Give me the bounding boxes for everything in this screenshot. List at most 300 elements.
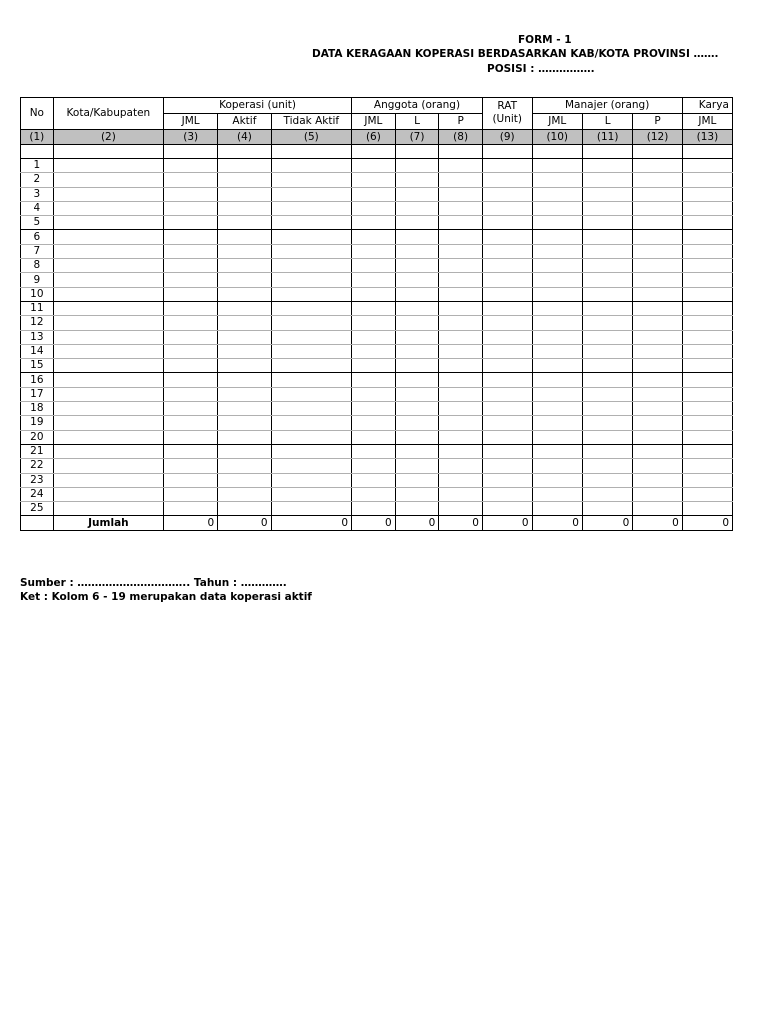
table-cell[interactable] [352, 301, 396, 315]
table-cell[interactable] [218, 487, 271, 501]
table-cell[interactable] [482, 387, 532, 401]
table-cell[interactable] [582, 459, 632, 473]
table-cell[interactable] [532, 273, 582, 287]
table-cell[interactable] [352, 502, 396, 516]
table-cell[interactable] [218, 373, 271, 387]
table-cell[interactable] [395, 301, 439, 315]
table-cell[interactable] [53, 387, 163, 401]
table-cell[interactable] [482, 201, 532, 215]
table-cell[interactable] [633, 387, 682, 401]
table-cell[interactable] [352, 173, 396, 187]
table-cell[interactable] [53, 416, 163, 430]
table-cell[interactable] [633, 344, 682, 358]
table-cell[interactable] [439, 159, 483, 173]
table-cell[interactable] [482, 473, 532, 487]
table-cell[interactable] [53, 402, 163, 416]
table-cell[interactable] [352, 487, 396, 501]
table-cell[interactable] [439, 416, 483, 430]
table-cell[interactable] [164, 487, 218, 501]
table-cell[interactable] [532, 201, 582, 215]
table-cell[interactable] [352, 159, 396, 173]
table-cell[interactable] [582, 216, 632, 230]
table-cell[interactable] [532, 416, 582, 430]
table-cell[interactable] [633, 173, 682, 187]
table-cell[interactable] [271, 173, 351, 187]
table-cell[interactable] [582, 159, 632, 173]
table-cell[interactable] [395, 316, 439, 330]
table-cell[interactable] [532, 459, 582, 473]
table-cell[interactable] [352, 230, 396, 244]
table-cell[interactable] [352, 387, 396, 401]
table-cell[interactable] [395, 201, 439, 215]
table-cell[interactable] [164, 201, 218, 215]
table-cell[interactable] [352, 402, 396, 416]
table-cell[interactable] [53, 344, 163, 358]
table-cell[interactable] [682, 216, 732, 230]
table-cell[interactable] [395, 459, 439, 473]
table-cell[interactable] [395, 387, 439, 401]
table-cell[interactable] [482, 416, 532, 430]
table-cell[interactable] [532, 330, 582, 344]
table-cell[interactable] [439, 359, 483, 373]
table-cell[interactable] [218, 430, 271, 444]
table-cell[interactable] [395, 287, 439, 301]
table-cell[interactable] [482, 301, 532, 315]
table-cell[interactable] [53, 201, 163, 215]
table-cell[interactable] [532, 402, 582, 416]
table-cell[interactable] [218, 387, 271, 401]
table-cell[interactable] [582, 316, 632, 330]
table-cell[interactable] [482, 359, 532, 373]
table-cell[interactable] [164, 459, 218, 473]
table-cell[interactable] [682, 387, 732, 401]
table-cell[interactable] [633, 430, 682, 444]
table-cell[interactable] [439, 316, 483, 330]
table-cell[interactable] [439, 487, 483, 501]
table-cell[interactable] [53, 230, 163, 244]
table-cell[interactable] [53, 273, 163, 287]
table-cell[interactable] [218, 187, 271, 201]
table-cell[interactable] [395, 444, 439, 458]
table-cell[interactable] [482, 373, 532, 387]
table-cell[interactable] [532, 173, 582, 187]
table-cell[interactable] [271, 287, 351, 301]
table-cell[interactable] [53, 444, 163, 458]
table-cell[interactable] [439, 287, 483, 301]
table-cell[interactable] [164, 301, 218, 315]
table-cell[interactable] [682, 287, 732, 301]
table-cell[interactable] [532, 244, 582, 258]
table-cell[interactable] [271, 502, 351, 516]
table-cell[interactable] [271, 244, 351, 258]
table-cell[interactable] [271, 402, 351, 416]
table-cell[interactable] [633, 487, 682, 501]
table-cell[interactable] [482, 316, 532, 330]
table-cell[interactable] [271, 416, 351, 430]
table-cell[interactable] [582, 416, 632, 430]
table-cell[interactable] [682, 273, 732, 287]
table-cell[interactable] [439, 244, 483, 258]
table-cell[interactable] [352, 330, 396, 344]
table-cell[interactable] [271, 216, 351, 230]
table-cell[interactable] [53, 330, 163, 344]
table-cell[interactable] [395, 187, 439, 201]
table-cell[interactable] [352, 416, 396, 430]
table-cell[interactable] [582, 173, 632, 187]
table-cell[interactable] [218, 159, 271, 173]
table-cell[interactable] [352, 287, 396, 301]
table-cell[interactable] [271, 373, 351, 387]
table-cell[interactable] [395, 502, 439, 516]
table-cell[interactable] [164, 502, 218, 516]
table-cell[interactable] [682, 402, 732, 416]
table-cell[interactable] [352, 344, 396, 358]
table-cell[interactable] [53, 244, 163, 258]
table-cell[interactable] [53, 316, 163, 330]
table-cell[interactable] [633, 159, 682, 173]
table-cell[interactable] [439, 301, 483, 315]
table-cell[interactable] [53, 187, 163, 201]
table-cell[interactable] [271, 259, 351, 273]
table-cell[interactable] [532, 473, 582, 487]
table-cell[interactable] [482, 230, 532, 244]
table-cell[interactable] [682, 230, 732, 244]
table-cell[interactable] [439, 216, 483, 230]
table-cell[interactable] [633, 416, 682, 430]
table-cell[interactable] [482, 502, 532, 516]
table-cell[interactable] [532, 187, 582, 201]
table-cell[interactable] [532, 359, 582, 373]
table-cell[interactable] [395, 173, 439, 187]
table-cell[interactable] [482, 430, 532, 444]
table-cell[interactable] [633, 473, 682, 487]
table-cell[interactable] [439, 344, 483, 358]
table-cell[interactable] [395, 373, 439, 387]
table-cell[interactable] [682, 159, 732, 173]
table-cell[interactable] [218, 473, 271, 487]
table-cell[interactable] [439, 173, 483, 187]
table-cell[interactable] [395, 244, 439, 258]
table-cell[interactable] [682, 416, 732, 430]
table-cell[interactable] [439, 444, 483, 458]
table-cell[interactable] [218, 216, 271, 230]
table-cell[interactable] [395, 402, 439, 416]
table-cell[interactable] [682, 330, 732, 344]
table-cell[interactable] [352, 459, 396, 473]
table-cell[interactable] [53, 259, 163, 273]
table-cell[interactable] [218, 201, 271, 215]
table-cell[interactable] [582, 330, 632, 344]
table-cell[interactable] [682, 301, 732, 315]
table-cell[interactable] [633, 216, 682, 230]
table-cell[interactable] [582, 344, 632, 358]
table-cell[interactable] [218, 301, 271, 315]
table-cell[interactable] [439, 373, 483, 387]
table-cell[interactable] [53, 487, 163, 501]
table-cell[interactable] [439, 230, 483, 244]
table-cell[interactable] [682, 244, 732, 258]
table-cell[interactable] [633, 444, 682, 458]
table-cell[interactable] [352, 444, 396, 458]
table-cell[interactable] [439, 201, 483, 215]
table-cell[interactable] [352, 259, 396, 273]
table-cell[interactable] [218, 402, 271, 416]
table-cell[interactable] [682, 187, 732, 201]
table-cell[interactable] [532, 216, 582, 230]
table-cell[interactable] [482, 216, 532, 230]
table-cell[interactable] [164, 330, 218, 344]
table-cell[interactable] [53, 473, 163, 487]
table-cell[interactable] [532, 487, 582, 501]
table-cell[interactable] [582, 487, 632, 501]
table-cell[interactable] [271, 301, 351, 315]
table-cell[interactable] [164, 387, 218, 401]
table-cell[interactable] [633, 187, 682, 201]
table-cell[interactable] [352, 430, 396, 444]
table-cell[interactable] [352, 373, 396, 387]
table-cell[interactable] [164, 187, 218, 201]
table-cell[interactable] [633, 259, 682, 273]
table-cell[interactable] [633, 373, 682, 387]
table-cell[interactable] [218, 287, 271, 301]
table-cell[interactable] [582, 230, 632, 244]
table-cell[interactable] [164, 316, 218, 330]
table-cell[interactable] [164, 402, 218, 416]
table-cell[interactable] [395, 359, 439, 373]
table-cell[interactable] [582, 273, 632, 287]
table-cell[interactable] [271, 316, 351, 330]
table-cell[interactable] [439, 330, 483, 344]
table-cell[interactable] [395, 159, 439, 173]
table-cell[interactable] [633, 230, 682, 244]
table-cell[interactable] [482, 273, 532, 287]
table-cell[interactable] [582, 502, 632, 516]
table-cell[interactable] [532, 301, 582, 315]
table-cell[interactable] [682, 259, 732, 273]
table-cell[interactable] [682, 473, 732, 487]
table-cell[interactable] [633, 273, 682, 287]
table-cell[interactable] [633, 201, 682, 215]
table-cell[interactable] [395, 416, 439, 430]
table-cell[interactable] [271, 473, 351, 487]
table-cell[interactable] [164, 173, 218, 187]
table-cell[interactable] [164, 244, 218, 258]
table-cell[interactable] [395, 344, 439, 358]
table-cell[interactable] [582, 473, 632, 487]
table-cell[interactable] [633, 316, 682, 330]
table-cell[interactable] [271, 273, 351, 287]
table-cell[interactable] [633, 502, 682, 516]
table-cell[interactable] [633, 330, 682, 344]
table-cell[interactable] [682, 487, 732, 501]
table-cell[interactable] [352, 201, 396, 215]
table-cell[interactable] [582, 444, 632, 458]
table-cell[interactable] [53, 502, 163, 516]
table-cell[interactable] [271, 201, 351, 215]
table-cell[interactable] [352, 316, 396, 330]
table-cell[interactable] [271, 344, 351, 358]
table-cell[interactable] [164, 287, 218, 301]
table-cell[interactable] [271, 430, 351, 444]
table-cell[interactable] [582, 201, 632, 215]
table-cell[interactable] [582, 259, 632, 273]
table-cell[interactable] [164, 444, 218, 458]
table-cell[interactable] [439, 259, 483, 273]
table-cell[interactable] [53, 173, 163, 187]
table-cell[interactable] [395, 273, 439, 287]
table-cell[interactable] [164, 373, 218, 387]
table-cell[interactable] [633, 402, 682, 416]
table-cell[interactable] [395, 216, 439, 230]
table-cell[interactable] [682, 459, 732, 473]
table-cell[interactable] [682, 430, 732, 444]
table-cell[interactable] [682, 359, 732, 373]
table-cell[interactable] [164, 359, 218, 373]
table-cell[interactable] [271, 444, 351, 458]
table-cell[interactable] [218, 273, 271, 287]
table-cell[interactable] [164, 159, 218, 173]
table-cell[interactable] [218, 459, 271, 473]
table-cell[interactable] [439, 387, 483, 401]
table-cell[interactable] [395, 330, 439, 344]
table-cell[interactable] [164, 216, 218, 230]
table-cell[interactable] [439, 273, 483, 287]
table-cell[interactable] [271, 330, 351, 344]
table-cell[interactable] [482, 187, 532, 201]
table-cell[interactable] [532, 387, 582, 401]
table-cell[interactable] [352, 216, 396, 230]
table-cell[interactable] [482, 173, 532, 187]
table-cell[interactable] [164, 259, 218, 273]
table-cell[interactable] [532, 316, 582, 330]
table-cell[interactable] [482, 287, 532, 301]
table-cell[interactable] [682, 444, 732, 458]
table-cell[interactable] [439, 459, 483, 473]
table-cell[interactable] [532, 373, 582, 387]
table-cell[interactable] [53, 287, 163, 301]
table-cell[interactable] [218, 359, 271, 373]
table-cell[interactable] [352, 273, 396, 287]
table-cell[interactable] [164, 230, 218, 244]
table-cell[interactable] [352, 359, 396, 373]
table-cell[interactable] [582, 287, 632, 301]
table-cell[interactable] [164, 344, 218, 358]
table-cell[interactable] [633, 359, 682, 373]
table-cell[interactable] [439, 430, 483, 444]
table-cell[interactable] [532, 344, 582, 358]
table-cell[interactable] [271, 387, 351, 401]
table-cell[interactable] [218, 230, 271, 244]
table-cell[interactable] [582, 244, 632, 258]
table-cell[interactable] [164, 430, 218, 444]
table-cell[interactable] [682, 201, 732, 215]
table-cell[interactable] [582, 430, 632, 444]
table-cell[interactable] [482, 159, 532, 173]
table-cell[interactable] [532, 159, 582, 173]
table-cell[interactable] [218, 330, 271, 344]
table-cell[interactable] [582, 301, 632, 315]
table-cell[interactable] [164, 416, 218, 430]
table-cell[interactable] [352, 473, 396, 487]
table-cell[interactable] [482, 459, 532, 473]
table-cell[interactable] [682, 502, 732, 516]
table-cell[interactable] [218, 259, 271, 273]
table-cell[interactable] [218, 173, 271, 187]
table-cell[interactable] [395, 259, 439, 273]
table-cell[interactable] [271, 487, 351, 501]
table-cell[interactable] [532, 502, 582, 516]
table-cell[interactable] [352, 187, 396, 201]
table-cell[interactable] [532, 444, 582, 458]
table-cell[interactable] [53, 430, 163, 444]
table-cell[interactable] [218, 244, 271, 258]
table-cell[interactable] [582, 387, 632, 401]
table-cell[interactable] [682, 316, 732, 330]
table-cell[interactable] [218, 502, 271, 516]
table-cell[interactable] [218, 344, 271, 358]
table-cell[interactable] [582, 187, 632, 201]
table-cell[interactable] [682, 373, 732, 387]
table-cell[interactable] [53, 373, 163, 387]
table-cell[interactable] [482, 244, 532, 258]
table-cell[interactable] [532, 259, 582, 273]
table-cell[interactable] [53, 359, 163, 373]
table-cell[interactable] [218, 416, 271, 430]
table-cell[interactable] [682, 173, 732, 187]
table-cell[interactable] [53, 159, 163, 173]
table-cell[interactable] [271, 359, 351, 373]
table-cell[interactable] [271, 187, 351, 201]
table-cell[interactable] [482, 487, 532, 501]
table-cell[interactable] [395, 487, 439, 501]
table-cell[interactable] [682, 344, 732, 358]
table-cell[interactable] [633, 459, 682, 473]
table-cell[interactable] [218, 444, 271, 458]
table-cell[interactable] [532, 287, 582, 301]
table-cell[interactable] [633, 287, 682, 301]
table-cell[interactable] [532, 430, 582, 444]
table-cell[interactable] [633, 244, 682, 258]
table-cell[interactable] [53, 301, 163, 315]
table-cell[interactable] [164, 273, 218, 287]
table-cell[interactable] [439, 502, 483, 516]
table-cell[interactable] [53, 459, 163, 473]
table-cell[interactable] [395, 230, 439, 244]
table-cell[interactable] [271, 459, 351, 473]
table-cell[interactable] [395, 430, 439, 444]
table-cell[interactable] [271, 230, 351, 244]
table-cell[interactable] [352, 244, 396, 258]
table-cell[interactable] [439, 473, 483, 487]
table-cell[interactable] [482, 344, 532, 358]
table-cell[interactable] [271, 159, 351, 173]
table-cell[interactable] [532, 230, 582, 244]
table-cell[interactable] [482, 259, 532, 273]
table-cell[interactable] [482, 330, 532, 344]
table-cell[interactable] [439, 187, 483, 201]
table-cell[interactable] [482, 402, 532, 416]
table-cell[interactable] [582, 359, 632, 373]
table-cell[interactable] [218, 316, 271, 330]
table-cell[interactable] [53, 216, 163, 230]
table-cell[interactable] [582, 402, 632, 416]
table-cell[interactable] [582, 373, 632, 387]
table-cell[interactable] [395, 473, 439, 487]
table-cell[interactable] [633, 301, 682, 315]
table-cell[interactable] [164, 473, 218, 487]
table-cell[interactable] [439, 402, 483, 416]
table-cell[interactable] [482, 444, 532, 458]
